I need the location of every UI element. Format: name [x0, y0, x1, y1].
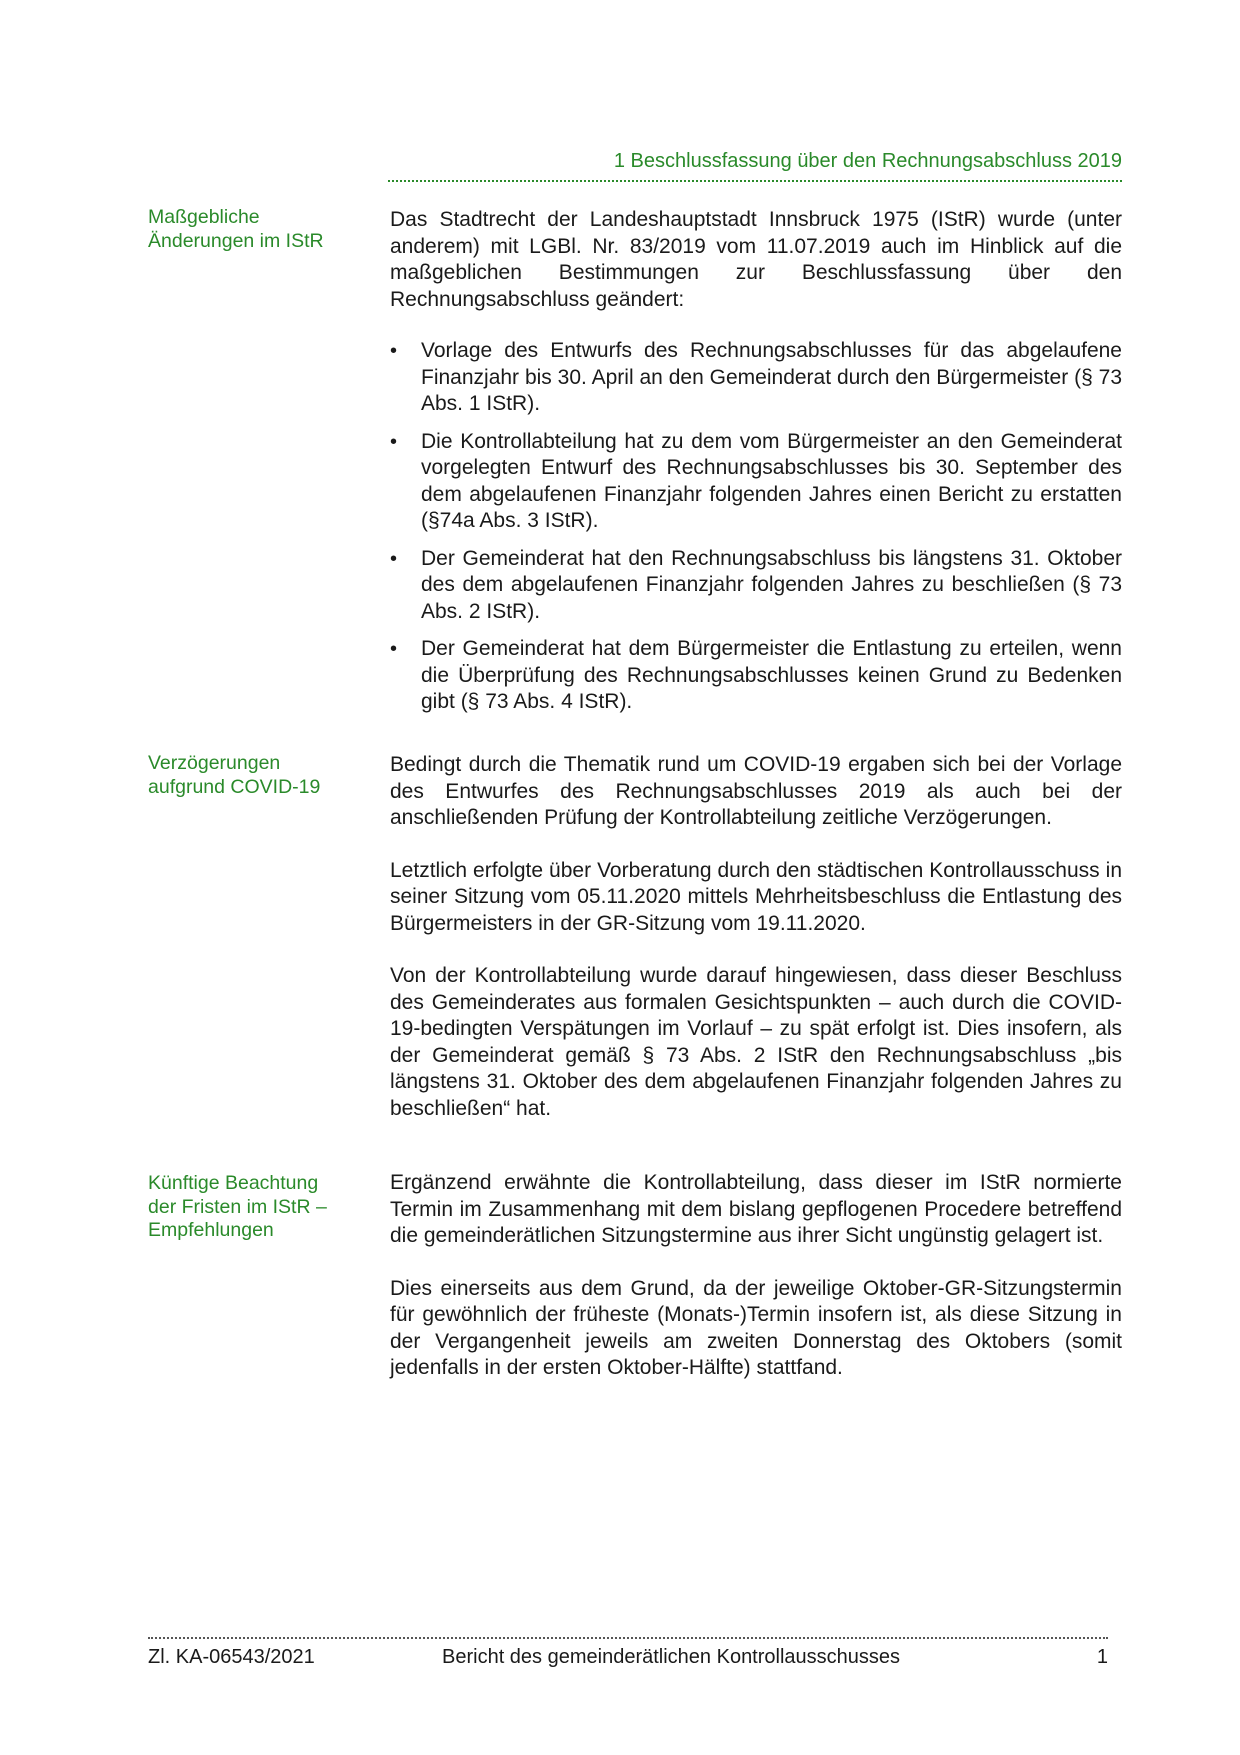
section-covid: [390, 752, 1122, 1122]
list-item: • Die Kontrollabteilung hat zu dem vom Bürgermeister an den Gemeinderat vorgelegten Entwurf des Rechnungsabschlusses bis 30. September des dem abgelaufenen Finanzjahr folgenden Jahres einen Bericht zu erstatten (§74a Abs. 3 IStR).: [390, 429, 1122, 535]
list-item: • Vorlage des Entwurfs des Rechnungsabschlusses für das abgelaufene Finanzjahr bis 30. April an den Gemeinderat durch den Bürgermeister (§ 73 Abs. 1 IStR).: [390, 338, 1122, 418]
bullet-list: [390, 338, 1122, 716]
sidenote-empfehlungen: Künftige Beachtung der Fristen im IStR – Empfehlungen: [148, 1172, 327, 1241]
list-item: • Der Gemeinderat hat den Rechnungsabschluss bis längstens 31. Oktober des dem abgelaufenen Finanzjahr folgenden Jahres zu beschließen (§ 73 Abs. 2 IStR).: [390, 546, 1122, 626]
footer-reference: Zl. KA-06543/2021: [148, 1646, 315, 1668]
list-item: • Der Gemeinderat hat dem Bürgermeister die Entlastung zu erteilen, wenn die Überprüfung des Rechnungsabschlusses keinen Grund zu Bedenken gibt (§ 73 Abs. 4 IStR).: [390, 636, 1122, 716]
paragraph-covid: Bedingt durch die Thematik rund um COVID-19 ergaben sich bei der Vorlage des Entwurfes des Rechnungsabschlusses 2019 als auch bei der anschließenden Prüfung der Kontrollabteilung zeitliche Verzögerungen.: [390, 753, 1122, 829]
footer-title: Bericht des gemeinderätlichen Kontrollausschusses: [442, 1646, 901, 1668]
section-empfehlungen: [390, 1170, 1122, 1382]
footer-divider: [148, 1637, 1108, 1639]
running-header: 1 Beschlussfassung über den Rechnungsabschluss 2019: [388, 148, 1122, 182]
sidenote-aenderungen: Maßgebliche Änderungen im IStR: [148, 206, 324, 252]
sidenote-covid: Verzögerungen aufgrund COVID-19: [148, 752, 321, 798]
section-aenderungen: [390, 207, 1122, 716]
paragraph-intro: Das Stadtrecht der Landeshauptstadt Innsbruck 1975 (IStR) wurde (unter anderem) mit LGBl. Nr. 83/2019 vom 11.07.2019 auch im Hinblick auf die maßgeblichen Bestimmungen zur Beschlussfassung über den Rechnungsabschluss geändert:: [390, 208, 1122, 311]
paragraph-dies: Dies einerseits aus dem Grund, da der jeweilige Oktober-GR-Sitzungstermin für gewöhnlich der früheste (Monats-)Termin insofern ist, als diese Sitzung in der Vergangenheit jeweils am zweiten Donnerstag des Oktobers (somit jedenfalls in der ersten Oktober-Hälfte) stattfand.: [390, 1276, 1122, 1379]
page-number: 1: [1096, 1646, 1108, 1668]
paragraph-hinweis: Von der Kontrollabteilung wurde darauf hingewiesen, dass dieser Beschluss des Gemeinderates aus formalen Gesichtspunkten – auch durch die COVID-19-bedingten Verspätungen im Vorlauf – zu spät erfolgt ist. Dies insofern, als der Gemeinderat gemäß § 73 Abs. 2 IStR den Rechnungsabschluss „bis längstens 31. Oktober des dem abgelaufenen Finanzjahr folgenden Jahres zu beschließen“ hat.: [390, 964, 1122, 1120]
paragraph-letztlich: Letztlich erfolgte über Vorberatung durch den städtischen Kontrollausschuss in seiner Sitzung vom 05.11.2020 mittels Mehrheitsbeschluss die Entlastung des Bürgermeisters in der GR-Sitzung vom 19.11.2020.: [390, 858, 1122, 935]
paragraph-ergaenzend: Ergänzend erwähnte die Kontrollabteilung, dass dieser im IStR normierte Termin im Zusammenhang mit dem bislang gepflogenen Procedere betreffend die gemeinderätlichen Sitzungstermine aus ihrer Sicht ungünstig gelagert ist.: [390, 1171, 1122, 1247]
